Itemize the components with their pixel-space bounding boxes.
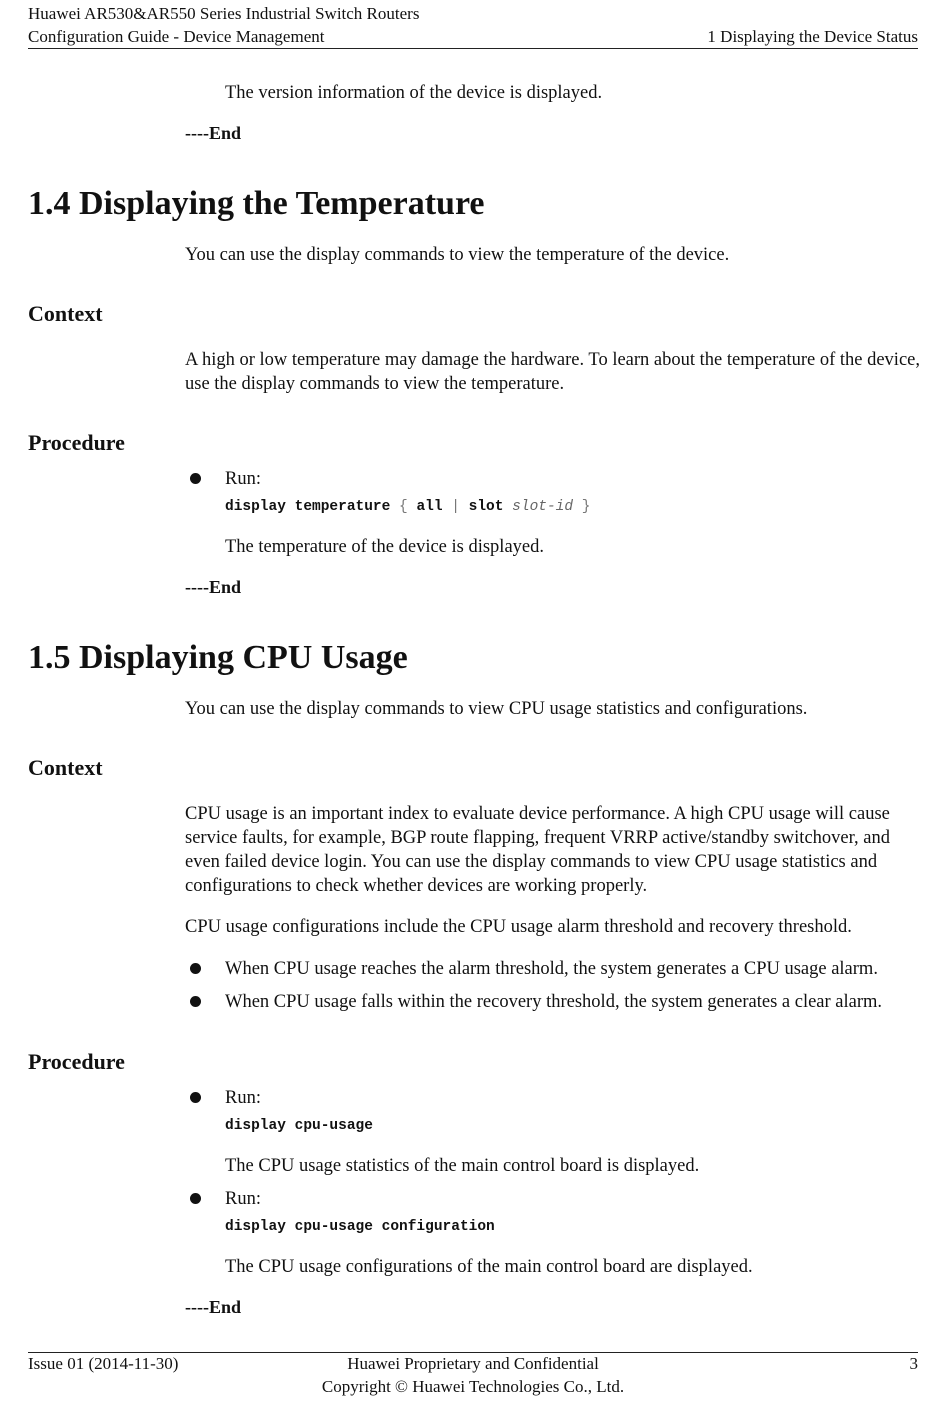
run-label: Run: — [225, 1189, 261, 1209]
page-number: 3 — [909, 1354, 918, 1373]
cpu-usage-command: display cpu-usage — [225, 1118, 373, 1134]
list-item: When CPU usage reaches the alarm threshold, the system generates a CPU usage alarm. — [225, 959, 878, 979]
cpu-usage-config-command: display cpu-usage configuration — [225, 1219, 495, 1235]
section-heading-temperature: 1.4 Displaying the Temperature — [28, 185, 485, 222]
temperature-result-text: The temperature of the device is displayed. — [225, 537, 544, 557]
version-result-text: The version information of the device is displayed. — [225, 83, 603, 103]
command-brace-close: } — [581, 499, 591, 515]
footer-proprietary: Huawei Proprietary and Confidential — [347, 1354, 599, 1373]
end-marker: ----End — [185, 123, 242, 143]
bullet-icon — [190, 1193, 201, 1204]
command-keyword: slot — [468, 499, 504, 515]
cpu-usage-result-text: The CPU usage statistics of the main control board is displayed. — [225, 1156, 700, 1176]
run-label: Run: — [225, 469, 261, 489]
cpu-context-text: CPU usage is an important index to evaluate device performance. A high CPU usage will cause service faults, for example, BGP route flapping, frequent VRRP active/standby switchover, and even failed device login. You can use the display commands to view CPU usage statistics and configurations to check whether devices are working properly. — [185, 804, 890, 896]
end-marker: ----End — [185, 577, 242, 597]
footer-issue: Issue 01 (2014-11-30) — [28, 1354, 179, 1373]
run-label: Run: — [225, 1088, 261, 1108]
cpu-config-result-text: The CPU usage configurations of the main control board are displayed. — [225, 1257, 753, 1277]
temperature-command — [225, 498, 591, 516]
bullet-icon — [190, 963, 201, 974]
header-chapter-title: 1 Displaying the Device Status — [707, 27, 918, 46]
section-heading-cpu-usage: 1.5 Displaying CPU Usage — [28, 639, 408, 676]
bullet-icon — [190, 1092, 201, 1103]
header-divider — [28, 48, 918, 49]
temperature-intro: You can use the display commands to view the temperature of the device. — [185, 245, 730, 265]
footer-divider — [28, 1352, 918, 1353]
procedure-heading: Procedure — [28, 1049, 125, 1074]
bullet-icon — [190, 473, 201, 484]
command-pipe: | — [451, 499, 460, 515]
context-heading: Context — [28, 301, 103, 326]
command-brace-open: { — [399, 499, 408, 515]
footer-copyright: Copyright © Huawei Technologies Co., Ltd. — [321, 1377, 625, 1396]
list-item: When CPU usage falls within the recovery threshold, the system generates a clear alarm. — [225, 992, 883, 1012]
end-marker: ----End — [185, 1297, 242, 1317]
bullet-icon — [190, 996, 201, 1007]
header-document-title: Huawei AR530&AR550 Series Industrial Switch Routers — [28, 4, 420, 23]
command-argument: slot-id — [512, 499, 574, 515]
procedure-heading: Procedure — [28, 430, 125, 455]
cpu-intro: You can use the display commands to view CPU usage statistics and configurations. — [185, 699, 808, 719]
command-keyword: all — [416, 499, 443, 515]
header-guide-title: Configuration Guide - Device Management — [28, 27, 325, 46]
temperature-context-text: A high or low temperature may damage the hardware. To learn about the temperature of the device, use the display commands to view the temperature. — [185, 350, 920, 394]
command-keyword: display temperature — [225, 499, 391, 515]
context-heading: Context — [28, 755, 103, 780]
cpu-config-text: CPU usage configurations include the CPU usage alarm threshold and recovery threshold. — [185, 917, 852, 937]
